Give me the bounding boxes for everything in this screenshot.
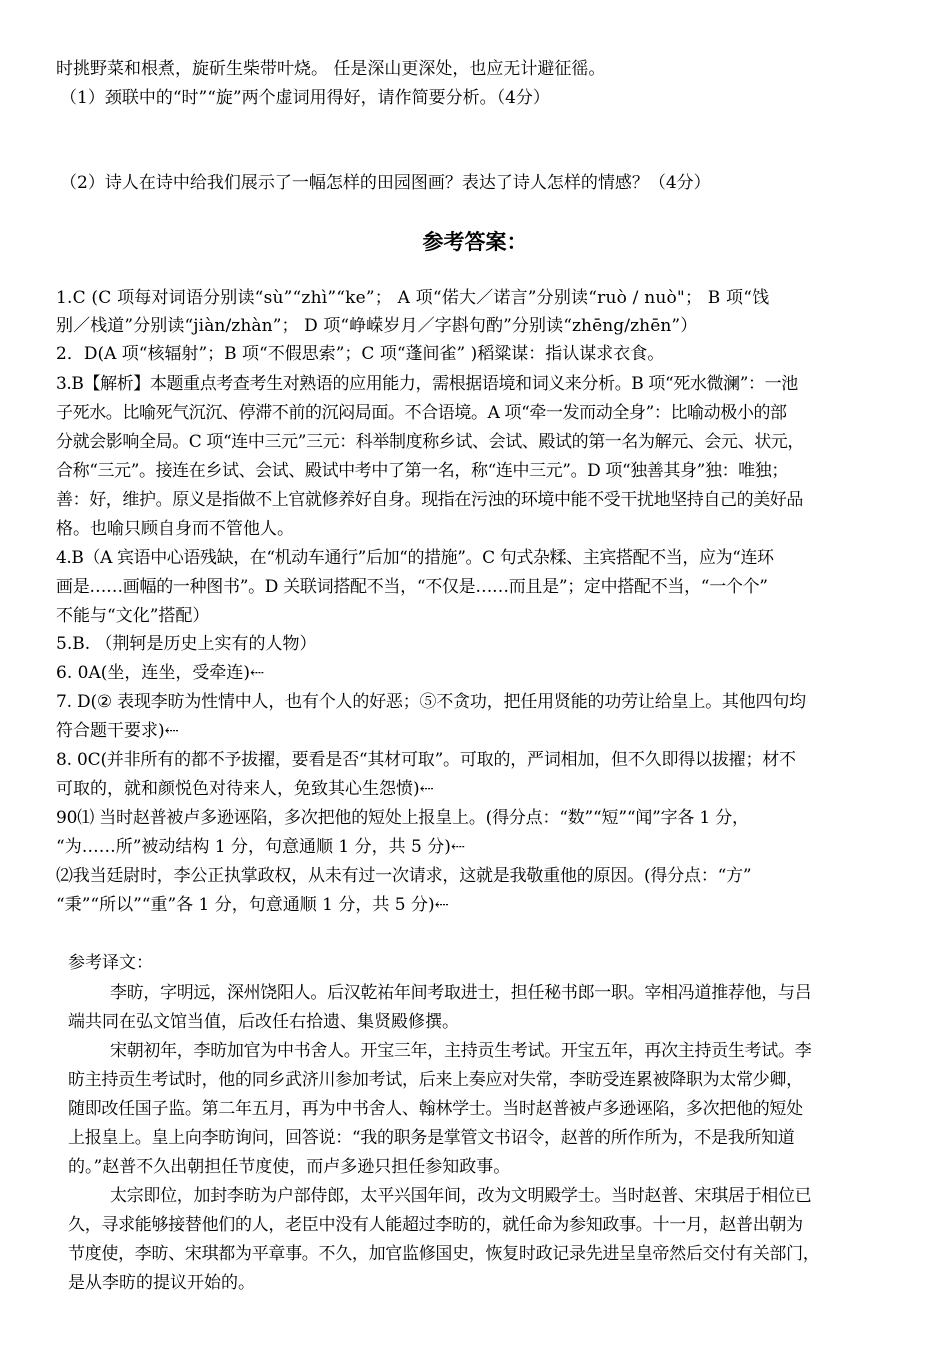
translation-line: 宋朝初年，李昉加官为中书舍人。开宝三年，主持贡生考试。开宝五年，再次主持贡生考试。李: [110, 1041, 812, 1061]
answer-line: 合称“三元”。接连在乡试、会试、殿试中考中了第一名，称“连中三元”。D 项“独善其身”独：唯独；: [56, 461, 788, 481]
answer-line: 4.B（A 宾语中心语残缺，在“机动车通行”后加“的措施”。C 句式杂糅、主宾搭配不当，应为“连环: [56, 548, 774, 568]
answers-title: 参考答案：: [422, 230, 528, 254]
answer-line: 善：好，维护。原义是指做不上官就修养好自身。现指在污浊的环境中能不受干扰地坚持自己的美好品: [56, 490, 803, 510]
translation-line: 的。”赵普不久出朝担任节度使，而卢多逊只担任参知政事。: [68, 1157, 511, 1177]
translation-line: 李昉，字明远，深州饶阳人。后汉乾祐年间考取进士，担任秘书郎一职。宰相冯道推荐他，与吕: [110, 983, 812, 1003]
answer-line: 90⑴ 当时赵普被卢多逊诬陷，多次把他的短处上报皇上。(得分点：“数”“短”“闻”字各 1 分，: [56, 808, 749, 828]
answer-line: 7. D(② 表现李昉为性情中人，也有个人的好恶；⑤不贪功，把任用贤能的功劳让给皇上。其他四句均: [56, 692, 806, 712]
answer-line: 符合题干要求)⇠: [56, 721, 179, 741]
translation-line: 端共同在弘文馆当值，后改任右拾遗、集贤殿修撰。: [68, 1012, 459, 1032]
answer-line: 8. 0C(并非所有的都不予拔擢，要看是否“其材可取”。可取的，严词相加，但不久即得以拔擢；材不: [56, 750, 796, 770]
translation-label: 参考译文：: [68, 953, 153, 973]
translation-line: 昉主持贡生考试时，他的同乡武济川参加考试，后来上奏应对失常，李昉受连累被降职为太常少卿，: [68, 1070, 803, 1090]
answer-line: 画是……画幅的一种图书”。D 关联词搭配不当，“不仅是……而且是”；定中搭配不当，“一个个”: [56, 577, 768, 597]
answer-line: ⑵我当廷尉时，李公正执掌政权，从未有过一次请求，这就是我敬重他的原因。(得分点：“方”: [56, 866, 752, 886]
answer-line: 6. 0A(坐，连坐，受牵连)⇠: [56, 663, 265, 683]
question-1: （1）颈联中的“时”“旋”两个虚词用得好，请作简要分析。（4分）: [60, 88, 550, 108]
translation-line: 上报皇上。皇上向李昉询问，回答说：“我的职务是掌管文书诏令，赵普的所作所为，不是我所知道: [68, 1128, 795, 1148]
answer-line: 1.C (C 项每对词语分别读“sù”“zhì”“ke”； A 项“偌大／诺言”分别读“ruò / nuò"； B 项“饯: [56, 288, 770, 308]
answer-line: 5.B. （荆轲是历史上实有的人物）: [56, 634, 317, 654]
translation-line: 太宗即位，加封李昉为户部侍郎，太平兴国年间，改为文明殿学士。当时赵普、宋琪居于相位已: [110, 1186, 812, 1206]
answer-line: 分就会影响全局。C 项“连中三元”三元：科举制度称乡试、会试、殿试的第一名为解元、会元、状元，: [56, 432, 804, 452]
answer-line: 格。也喻只顾自身而不管他人。: [56, 519, 294, 539]
translation-line: 节度使，李昉、宋琪都为平章事。不久，加官监修国史，恢复时政记录先进呈皇帝然后交付有关部门，: [68, 1244, 820, 1264]
poem-line: 时挑野菜和根煮，旋斫生柴带叶烧。 任是深山更深处，也应无计避征徭。: [56, 59, 606, 79]
answer-line: 2．D(A 项“核辐射”；B 项“不假思索”；C 项“蓬间雀” )稻粱谋：指认谋求衣食。: [56, 344, 665, 364]
answer-line: 3.B【解析】本题重点考查考生对熟语的应用能力，需根据语境和词义来分析。B 项“死水微澜”：一池: [56, 374, 798, 394]
translation-line: 随即改任国子监。第二年五月，再为中书舍人、翰林学士。当时赵普被卢多逊诬陷，多次把他的短处: [68, 1099, 803, 1119]
translation-line: 久，寻求能够接替他们的人，老臣中没有人能超过李昉的，就任命为参知政事。十一月，赵普出朝为: [68, 1215, 803, 1235]
answer-line: “秉”“所以”“重”各 1 分，句意通顺 1 分，共 5 分)⇠: [56, 895, 449, 915]
answer-line: 子死水。比喻死气沉沉、停滞不前的沉闷局面。不合语境。A 项“牵一发而动全身”：比喻动极小的部: [56, 403, 787, 423]
answer-line: 不能与“文化”搭配）: [56, 606, 210, 626]
answer-line: “为……所”被动结构 1 分，句意通顺 1 分，共 5 分)⇠: [56, 837, 466, 857]
answer-line: 别／栈道”分别读“jiàn/zhàn”； D 项“峥嵘岁月／字斟句酌”分别读“zhēng/zhēn”）: [56, 316, 698, 336]
question-2: （2）诗人在诗中给我们展示了一幅怎样的田园图画？表达了诗人怎样的情感？（4分）: [60, 173, 711, 193]
translation-line: 是从李昉的提议开始的。: [68, 1273, 255, 1293]
answer-line: 可取的，就和颜悦色对待来人，免致其心生怨愤)⇠: [56, 779, 434, 799]
